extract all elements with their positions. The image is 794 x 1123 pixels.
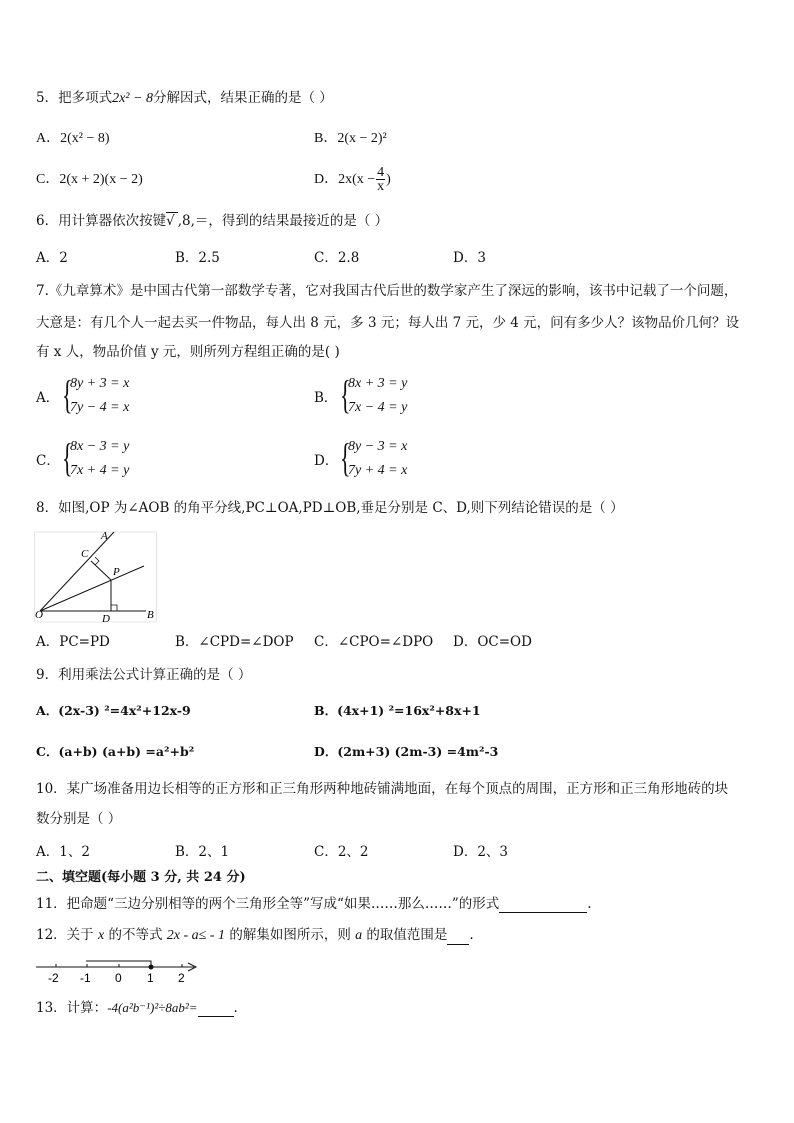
q5-stem-prefix: 5．把多项式 (36, 90, 113, 106)
label-p: P (113, 566, 120, 578)
q7-option-a-label: A． (36, 390, 60, 406)
q8-option-a: A．PC=PD (36, 634, 110, 650)
q7-option-d-eq2: 7y + 4 = x (348, 463, 408, 478)
q5-option-d-numerator: 4 (377, 165, 385, 181)
q12-stem-a: 12．关于 (36, 927, 94, 943)
section-heading: 二、填空题(每小题 3 分, 共 24 分) (36, 870, 246, 885)
q12-inequality: 2x - a≤ - 1 (166, 928, 226, 943)
q5-option-c: C．2(x + 2)(x − 2) (36, 172, 143, 187)
q13-stem-text: 13．计算： (36, 1000, 108, 1016)
segment-pc (91, 561, 111, 580)
q5-option-d-denominator: x (377, 179, 385, 195)
right-angle-c (95, 557, 99, 565)
label-d: D (102, 613, 110, 625)
q9-option-b: B．(4x+1) ²=16x²+8x+1 (314, 703, 481, 718)
q8-geometry-figure (34, 528, 164, 628)
q5-option-d-fraction (376, 166, 385, 193)
q6-option-a: A．2 (36, 250, 68, 266)
tick-label-neg2: -2 (48, 971, 59, 985)
q10-option-a: A．1、2 (36, 844, 90, 860)
q8-stem: 8．如图,OP 为∠AOB 的角平分线,PC⊥OA,PD⊥OB,垂足分别是 C、D,则下列结论错误的是（ ） (36, 500, 624, 516)
q7-option-c-label: C． (36, 453, 60, 469)
sqrt-key-icon: √ (166, 212, 178, 229)
q13-answer-blank (198, 1002, 234, 1017)
q12-stem-end: . (469, 927, 474, 943)
label-a: A (101, 530, 108, 542)
q5-option-d (314, 160, 391, 200)
tick-label-0: 0 (115, 971, 122, 985)
tick-label-neg1: -1 (80, 971, 91, 985)
q6-stem (36, 212, 388, 230)
q9-stem: 9．利用乘法公式计算正确的是（ ） (36, 667, 252, 683)
ray-op (40, 566, 144, 611)
q7-stem-line2: 大意是：有几个人一起去买一件物品，每人出 8 元，多 3 元；每人出 7 元，少 4 元，问有多少人？该物品价几何？设 (36, 315, 740, 331)
q10-stem-line1: 10．某广场准备用边长相等的正方形和正三角形两种地砖铺满地面，在每个顶点的周围，正方形和正三角形地砖的块 (36, 781, 729, 797)
q8-option-c: C．∠CPO=∠DPO (314, 634, 434, 650)
solution-endpoint (149, 965, 154, 970)
q11-stem-end: . (587, 896, 592, 912)
q12-number-line (34, 956, 209, 986)
q11-answer-blank (499, 898, 587, 913)
q13-expression: -4(a²b⁻¹)²÷8ab²= (107, 1000, 198, 1015)
q10-option-b: B．2、1 (175, 844, 230, 860)
q9-option-d: D．(2m+3) (2m-3) =4m²-3 (314, 744, 499, 759)
q11-stem-text: 11．把命题“三边分别相等的两个三角形全等”写成“如果……那么……”的形式 (36, 896, 500, 912)
q7-option-b-brace: { (340, 372, 351, 417)
label-o: O (35, 609, 43, 621)
q11-stem (36, 895, 592, 913)
q6-option-d: D．3 (453, 250, 486, 266)
label-c: C (81, 548, 89, 560)
q5-stem-expr: 2x² − 8 (112, 91, 153, 106)
q10-option-d: D．2、3 (453, 844, 509, 860)
q12-var-x: x (97, 928, 105, 943)
q7-option-a-eq2: 7y − 4 = x (70, 400, 130, 415)
q7-stem-line1: 7.《九章算术》是中国古代第一部数学专著，它对我国古代后世的数学家产生了深远的影响，该书中记载了一个问题， (36, 283, 738, 299)
q6-stem-prefix: 6．用计算器依次按键 (36, 213, 167, 229)
q10-option-c: C．2、2 (314, 844, 369, 860)
q7-option-b-eq2: 7x − 4 = y (348, 400, 408, 415)
q13-stem-end: . (233, 1000, 238, 1016)
label-b: B (147, 609, 154, 621)
q7-option-c-eq1: 8x − 3 = y (70, 439, 130, 454)
q5-option-a: A．2(x² − 8) (36, 131, 110, 146)
q5-stem (36, 89, 333, 108)
q5-option-d-prefix: D．2x(x − (314, 172, 376, 187)
q7-option-c-eq2: 7x + 4 = y (70, 463, 130, 478)
q12-stem-d: 的取值范围是 (366, 927, 448, 943)
q7-option-d-label: D． (314, 453, 339, 469)
q9-option-a: A．(2x-3) ²=4x²+12x-9 (36, 703, 191, 718)
tick-label-2: 2 (178, 971, 185, 985)
q7-option-b-label: B． (314, 390, 338, 406)
q12-answer-blank (447, 930, 469, 945)
q6-option-c: C．2.8 (314, 250, 360, 266)
q5-option-d-suffix: ) (386, 172, 391, 187)
q5-option-b: B．2(x − 2)² (314, 131, 387, 146)
q8-option-b: B．∠CPD=∠DOP (175, 634, 294, 650)
right-angle-d (111, 605, 117, 611)
q7-option-b-eq1: 8x + 3 = y (348, 376, 408, 391)
q9-option-c: C．(a+b) (a+b) =a²+b² (36, 744, 195, 759)
tick-label-1: 1 (147, 971, 154, 985)
q6-option-b: B．2.5 (175, 250, 220, 266)
q10-stem-line2: 数分别是（ ） (36, 811, 122, 827)
q12-var-a: a (355, 928, 363, 943)
q12-stem-b: 的不等式 (108, 927, 163, 943)
q13-stem (36, 999, 238, 1017)
q7-option-a-eq1: 8y + 3 = x (70, 376, 130, 391)
q7-stem-line3: 有 x 人，物品价值 y 元，则所列方程组正确的是( ) (36, 344, 340, 360)
q6-stem-suffix: ,8,＝，得到的结果最接近的是（ ） (177, 213, 389, 229)
q12-stem-c: 的解集如图所示，则 (229, 927, 351, 943)
q5-stem-suffix: 分解因式，结果正确的是（ ） (152, 90, 333, 106)
q7-option-d-eq1: 8y − 3 = x (348, 439, 408, 454)
q12-stem (36, 926, 474, 945)
q7-option-c-brace: { (62, 435, 73, 480)
q7-option-a-brace: { (62, 372, 73, 417)
q7-option-d-brace: { (340, 435, 351, 480)
q8-option-d: D．OC=OD (453, 634, 532, 650)
figure-border (35, 532, 157, 622)
ray-oa (40, 532, 114, 611)
